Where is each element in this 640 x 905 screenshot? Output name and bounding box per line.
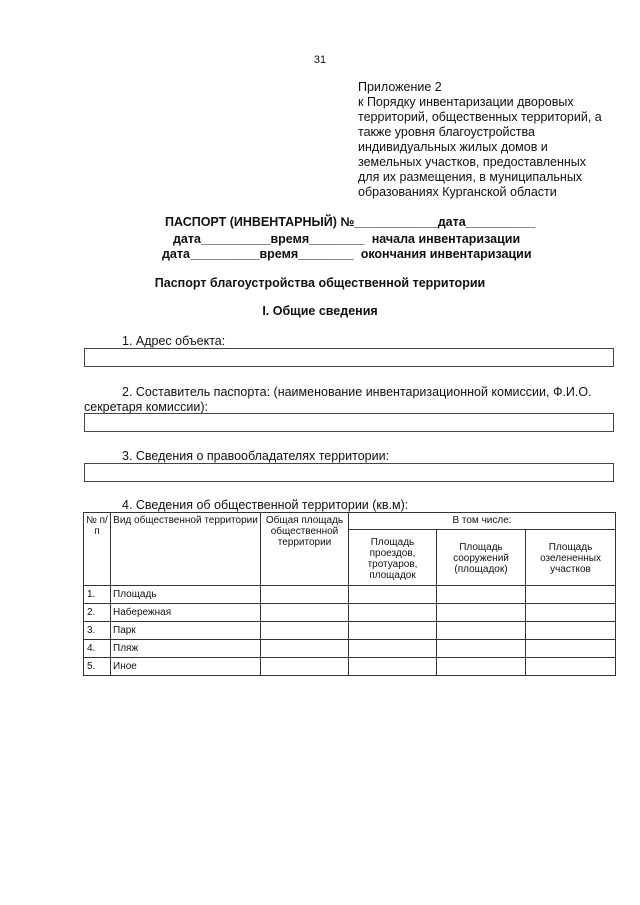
compiler-label-continued: секретаря комиссии):: [84, 400, 208, 414]
cell-structures-area[interactable]: [437, 622, 526, 640]
row-territory-type: Иное: [111, 658, 261, 676]
owners-label: 3. Сведения о правообладателях территории:: [122, 449, 390, 463]
row-number: 4.: [84, 640, 111, 658]
passport-number-line: ПАСПОРТ (ИНВЕНТАРНЫЙ) №____________дата__________: [165, 215, 536, 229]
inventory-end-line: дата__________время________ окончания инвентаризации: [162, 247, 532, 261]
cell-green-area[interactable]: [526, 622, 616, 640]
cell-passages-area[interactable]: [349, 640, 437, 658]
owners-field[interactable]: [84, 463, 614, 482]
address-field[interactable]: [84, 348, 614, 367]
header-number: № п/п: [84, 513, 111, 586]
table-row: [84, 640, 616, 658]
appendix-line: для их размещения, в муниципальных: [358, 170, 583, 184]
cell-green-area[interactable]: [526, 658, 616, 676]
territory-label: 4. Сведения об общественной территории (кв.м):: [122, 498, 409, 512]
header-passages-area: Площадь проездов, тротуаров, площадок: [349, 530, 437, 586]
cell-passages-area[interactable]: [349, 658, 437, 676]
header-territory-type: Вид общественной территории: [111, 513, 261, 586]
header-including: В том числе:: [349, 513, 616, 530]
cell-total-area[interactable]: [261, 622, 349, 640]
appendix-line: Приложение 2: [358, 80, 442, 94]
table-row: [84, 658, 616, 676]
cell-structures-area[interactable]: [437, 604, 526, 622]
row-territory-type: Пляж: [111, 640, 261, 658]
page-number: 31: [313, 54, 327, 66]
appendix-line: образованиях Курганской области: [358, 185, 557, 199]
row-territory-type: Набережная: [111, 604, 261, 622]
territory-table: [83, 512, 616, 676]
appendix-note: [358, 80, 620, 200]
compiler-label: 2. Составитель паспорта: (наименование инвентаризационной комиссии, Ф.И.О.: [122, 385, 592, 399]
section-title: I. Общие сведения: [262, 304, 378, 318]
table-row: [84, 586, 616, 604]
row-territory-type: Площадь: [111, 586, 261, 604]
address-label: 1. Адрес объекта:: [122, 334, 226, 348]
cell-green-area[interactable]: [526, 586, 616, 604]
header-total-area: Общая площадь общественной территории: [261, 513, 349, 586]
document-title: Паспорт благоустройства общественной территории: [154, 276, 486, 290]
row-number: 5.: [84, 658, 111, 676]
cell-passages-area[interactable]: [349, 622, 437, 640]
cell-total-area[interactable]: [261, 658, 349, 676]
table-row: [84, 604, 616, 622]
appendix-line: к Порядку инвентаризации дворовых: [358, 95, 574, 109]
compiler-field[interactable]: [84, 413, 614, 432]
cell-green-area[interactable]: [526, 640, 616, 658]
header-structures-area: Площадь сооружений (площадок): [437, 530, 526, 586]
cell-total-area[interactable]: [261, 586, 349, 604]
row-number: 1.: [84, 586, 111, 604]
table-row: [84, 622, 616, 640]
row-territory-type: Парк: [111, 622, 261, 640]
cell-total-area[interactable]: [261, 604, 349, 622]
cell-structures-area[interactable]: [437, 658, 526, 676]
cell-green-area[interactable]: [526, 604, 616, 622]
appendix-line: индивидуальных жилых домов и: [358, 140, 548, 154]
cell-structures-area[interactable]: [437, 586, 526, 604]
row-number: 2.: [84, 604, 111, 622]
cell-passages-area[interactable]: [349, 604, 437, 622]
appendix-line: также уровня благоустройства: [358, 125, 535, 139]
cell-total-area[interactable]: [261, 640, 349, 658]
appendix-line: земельных участков, предоставленных: [358, 155, 586, 169]
row-number: 3.: [84, 622, 111, 640]
cell-structures-area[interactable]: [437, 640, 526, 658]
appendix-line: территорий, общественных территорий, а: [358, 110, 602, 124]
inventory-start-line: дата__________время________ начала инвентаризации: [173, 232, 521, 246]
cell-passages-area[interactable]: [349, 586, 437, 604]
header-green-area: Площадь озелененных участков: [526, 530, 616, 586]
